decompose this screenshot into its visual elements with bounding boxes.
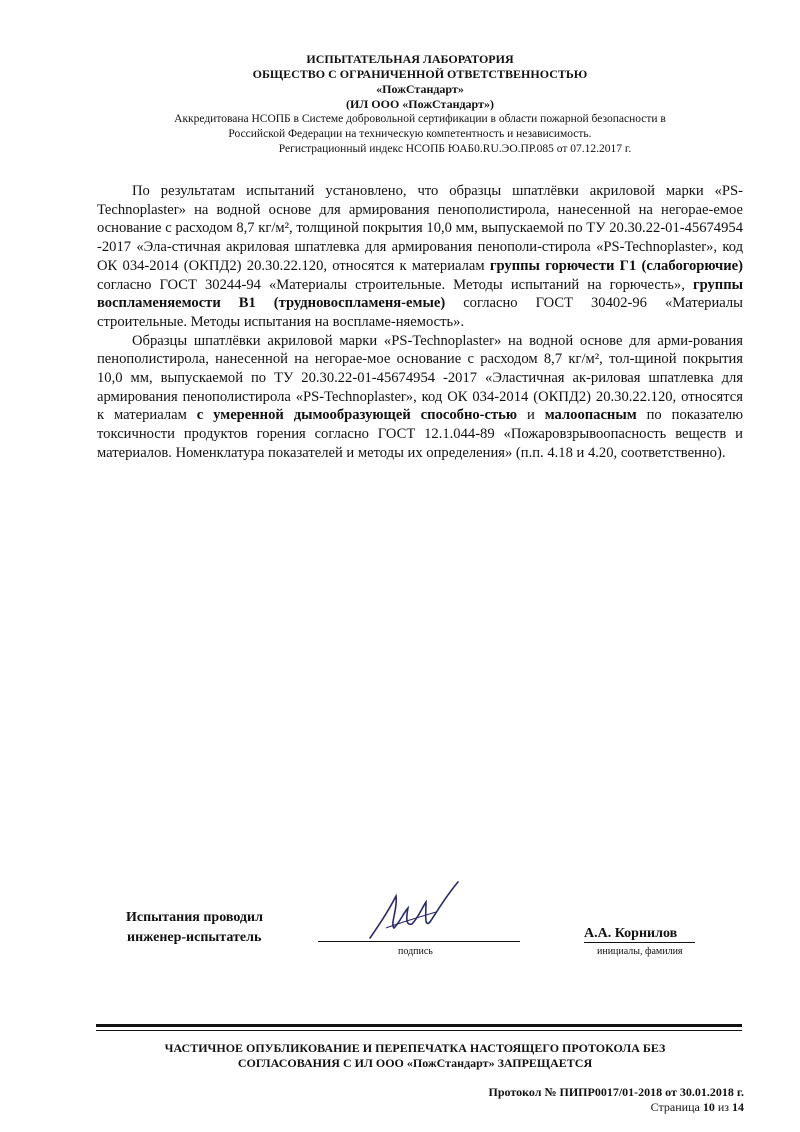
p2-bold-toxicity: малоопасным bbox=[544, 407, 637, 424]
p2-text-2: и bbox=[517, 407, 545, 424]
p1-text-1: По результатам испытаний установлено, что образцы шпатлёвки акриловой марки «PS-Technoplaster» на водной основе для армирования пенополистирола, нанесенной на негорае-емое основание с расходом 8,7 кг/м², толщиной покрытия 10,0 мм, выпускаемой по ТУ 20.30.22-01-45674954 -2017 «Эла-стичная акриловая шпатлевка для армирования пенополи-стирола «PS-Technoplaster», код ОК 034-2014 (ОКПД2) 20.30.22.120, относятся к материалам bbox=[97, 183, 743, 274]
notice-line-1: ЧАСТИЧНОЕ ОПУБЛИКОВАНИЕ И ПЕРЕПЕЧАТКА НАСТОЯЩЕГО ПРОТОКОЛА БЕЗ bbox=[164, 1041, 666, 1055]
header-accreditation-2: Российской Федерации на техническую компетентность и независимость. bbox=[228, 128, 592, 140]
p2-bold-smoke: с умеренной дымообразующей способно-стью bbox=[196, 407, 518, 424]
p1-bold-flammability: группы горючести Г1 (слабогорючие) bbox=[489, 257, 743, 274]
name-underline bbox=[584, 942, 695, 943]
p1-text-3: согласно ГОСТ 30402-96 «Материалы строительные. Методы испытания на воспламе-няемость». bbox=[97, 295, 743, 330]
footer-rule-thin bbox=[96, 1030, 742, 1031]
header-accreditation-1: Аккредитована НСОПБ в Системе добровольной сертификации в области пожарной безопасности в bbox=[174, 113, 666, 125]
protocol-number: Протокол № ПИПР0017/01-2018 от 30.01.2018 г. bbox=[488, 1085, 744, 1099]
signature-caption: подпись bbox=[398, 946, 433, 957]
publication-notice bbox=[0, 1041, 800, 1071]
page-of: из bbox=[714, 1100, 732, 1114]
header-line-2: ОБЩЕСТВО С ОГРАНИЧЕННОЙ ОТВЕТСТВЕННОСТЬЮ bbox=[252, 67, 588, 81]
signature-line bbox=[318, 941, 520, 942]
tester-role-line-2: инженер-испытатель bbox=[127, 930, 262, 945]
page-total: 14 bbox=[732, 1100, 744, 1114]
header-registration: Регистрационный индекс НСОПБ ЮАБ0.RU.ЭО.ПР.085 от 07.12.2017 г. bbox=[278, 143, 632, 155]
tester-name: А.А. Корнилов bbox=[584, 926, 678, 941]
tester-role-line-1: Испытания проводил bbox=[126, 910, 263, 925]
handwritten-signature bbox=[366, 878, 466, 948]
page-counter bbox=[489, 1100, 744, 1115]
conclusion-paragraph-1 bbox=[97, 182, 743, 332]
lab-header bbox=[0, 52, 800, 157]
p2-text-1: Образцы шпатлёвки акриловой марки «PS-Technoplaster» на водной основе для арми-рования пенополистирола, нанесенной на негорае-мое основание с расходом 8,7 кг/м², тол-щиной покрытия 10,0 мм, выпускаемой по ТУ 20.30.22-01-45674954 -2017 «Эластичная ак-риловая шпатлевка для армирования пенополистирола «PS-Technoplaster», код ОК 034-2014 (ОКПД2) 20.30.22.120, относятся к материалам bbox=[97, 332, 743, 424]
header-line-3: «ПожСтандарт» bbox=[376, 82, 464, 96]
protocol-footer bbox=[489, 1085, 744, 1115]
name-caption: инициалы, фамилия bbox=[597, 946, 683, 957]
tester-role bbox=[126, 908, 263, 948]
page-number: 10 bbox=[702, 1100, 715, 1114]
conclusion-text bbox=[97, 182, 743, 463]
notice-line-2: СОГЛАСОВАНИЯ С ИЛ ООО «ПожСтандарт» ЗАПРЕЩАЕТСЯ bbox=[237, 1056, 593, 1070]
header-line-4: (ИЛ ООО «ПожСтандарт») bbox=[346, 97, 494, 111]
p2-text-3: по показателю токсичности продуктов горения согласно ГОСТ 12.1.044-89 «Пожаровзрывоопасность веществ и материалов. Номенклатура показателей и методы их определения» (п.п. 4.18 и 4.20, соответственно). bbox=[97, 407, 744, 461]
conclusion-paragraph-2 bbox=[97, 332, 743, 463]
p1-bold-ignitability: группы воспламеняемости В1 (трудновоспламеня-емые) bbox=[97, 276, 743, 312]
p1-text-2: согласно ГОСТ 30244-94 «Материалы строительные. Методы испытаний на горючесть», bbox=[97, 276, 693, 293]
footer-rule-thick bbox=[96, 1024, 742, 1027]
page-prefix: Страница bbox=[650, 1100, 703, 1114]
header-line-1: ИСПЫТАТЕЛЬНАЯ ЛАБОРАТОРИЯ bbox=[306, 52, 514, 66]
